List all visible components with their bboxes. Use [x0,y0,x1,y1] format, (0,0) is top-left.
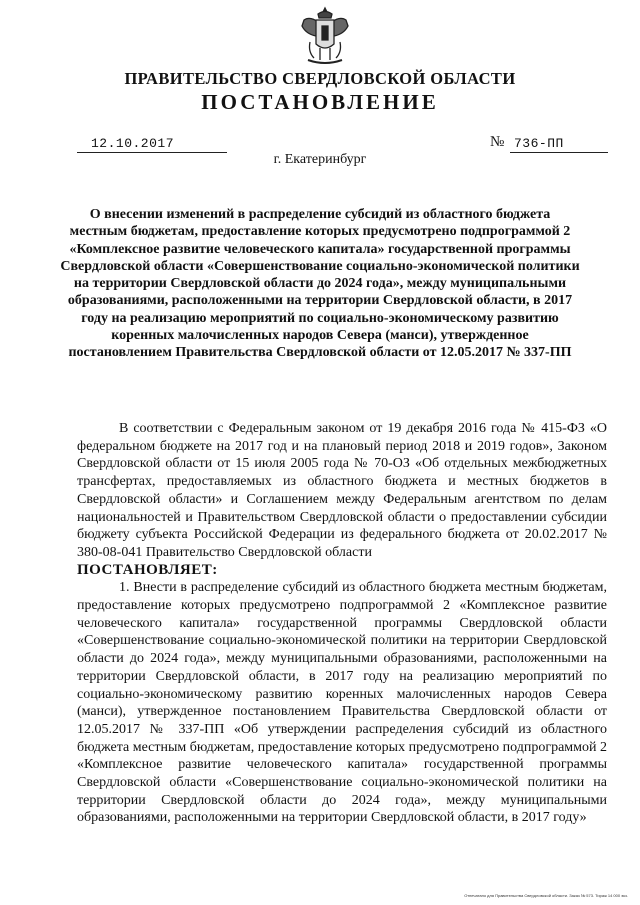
document-date [77,136,227,153]
date-value: 12.10.2017 [91,136,175,151]
document-number [510,136,608,153]
document-title: О внесении изменений в распределение субсидий из областного бюджета местным бюджетам, предоставление которых предусмотрено подпрограммой 2 «Комплексное развитие человеческого капитала» государственной программы Свердловской области «Совершенствование социально-экономической политики на территории Свердловской области до 2024 года», между муниципальными образованиями, расположенными на территории Свердловской области, в 2017 году на реализацию мероприятий по социально-экономическому развитию коренных малочисленных народов Севера (манси), утвержденное постановлением Правительства Свердловской области от 12.05.2017 № 337-ПП [60,207,580,361]
document-type: ПОСТАНОВЛЕНИЕ [201,90,439,114]
government-name: ПРАВИТЕЛЬСТВО СВЕРДЛОВСКОЙ ОБЛАСТИ [124,69,516,88]
preamble-paragraph: В соответствии с Федеральным законом от 19 декабря 2016 года № 415-ФЗ «О федеральном бюджете на 2017 год и на плановый период 2018 и 2019 годов», Законом Свердловской области от 15 июля 2005 года № 70-ОЗ «Об отдельных межбюджетных трансфертах, предоставляемых из областного бюджета и местных бюджетов в Свердловской области» и Соглашением между Федеральным агентством по делам национальностей и Правительством Свердловской области о предоставлении субсидии бюджету субъекта Российской Федерации из федерального бюджета от 20.02.2017 № 380-08-041 Правительство Свердловской области [77,421,607,560]
number-value: 736-ПП [514,136,564,151]
resolves-heading: ПОСТАНОВЛЯЕТ: [77,561,218,578]
document-body [77,420,607,827]
clause-1-paragraph: 1. Внести в распределение субсидий из областного бюджета местным бюджетам, предоставление которых предусмотрено подпрограммой 2 «Комплексное развитие человеческого капитала» государственной программы Свердловской области «Совершенствование социально-экономической политики на территории Свердловской области до 2024 года», между муниципальными образованиями, расположенными на территории Свердловской области, в 2017 году на реализацию мероприятий по социально-экономическому развитию коренных малочисленных народов Севера (манси), утвержденное постановлением Правительства Свердловской области от 12.05.2017 № 337-ПП «Об утверждении распределения субсидий из областного бюджета местным бюджетам, предоставление которых предусмотрено подпрограммой 2 «Комплексное развитие человеческого капитала» государственной программы Свердловской области «Совершенствование социально-экономической политики на территории Свердловской области до 2024 года», между муниципальными образованиями, расположенными на территории Свердловской области, в 2017 году» [77,580,607,826]
print-note: Отпечатано для Правительства Свердловской области. Заказ № 573. Тираж 14 000 экз. [464,893,628,898]
coat-of-arms-icon [296,6,354,66]
number-label: № [490,134,505,150]
city: г. Екатеринбург [273,152,367,167]
